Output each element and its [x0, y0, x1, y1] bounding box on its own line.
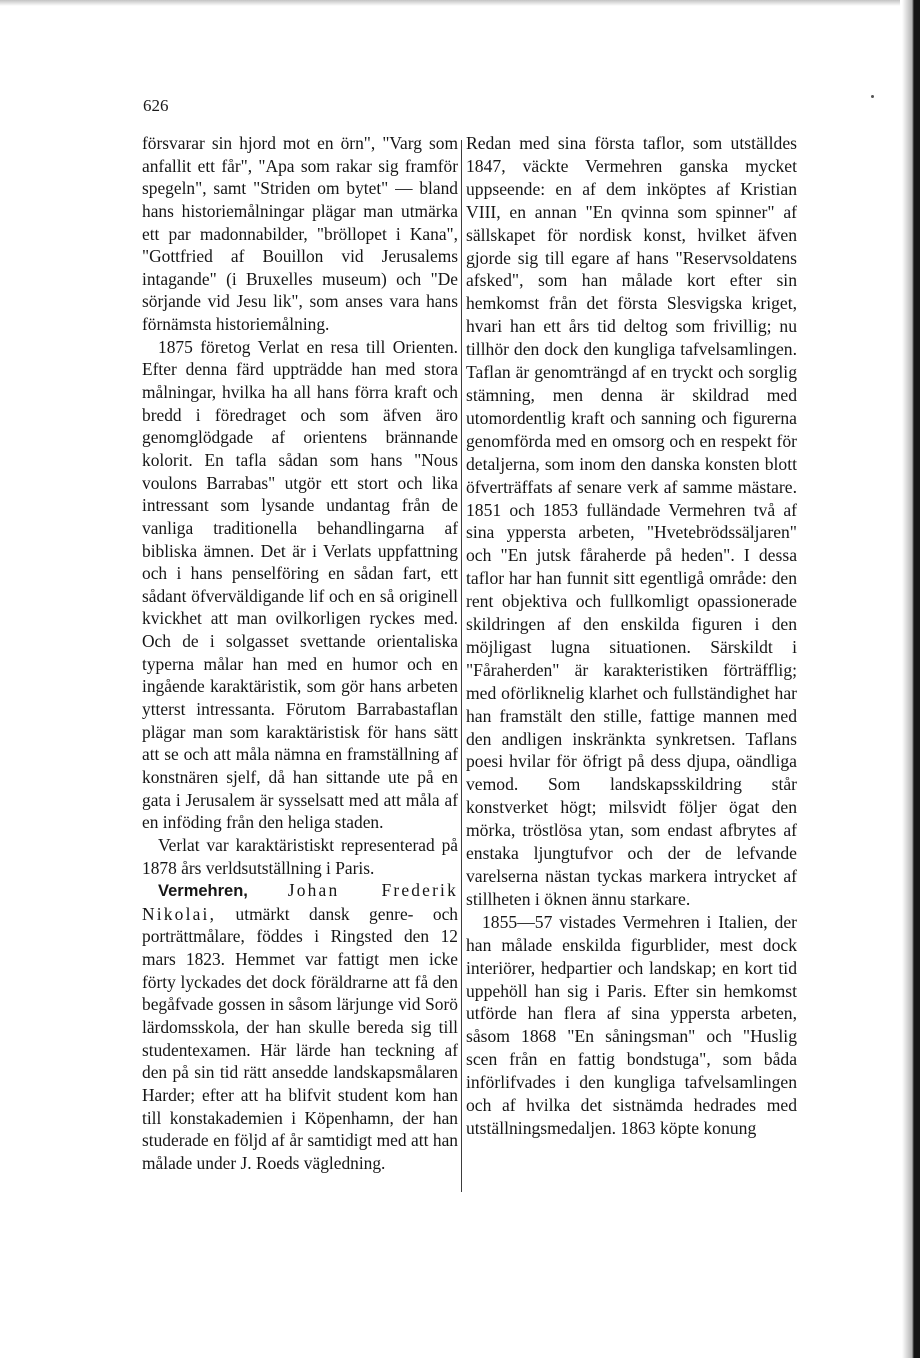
margin-mark: [871, 95, 874, 98]
left-paragraph-1: försvarar sin hjord mot en örn", "Varg som anfallit ett får", "Apa som rakar sig framför spegeln", samt "Striden om bytet" — bland hans historiemålningar plägar man utmärka ett par madonnabilder, "bröllopet i Kana", "Gottfried af Bouillon vid Jerusalems intagande" (i Bruxelles museum) och "De sörjande vid Jesu lik", som anses vara hans förnämsta historiemålning.: [142, 133, 458, 335]
column-divider: [461, 140, 462, 1192]
right-paragraph-1: Redan med sina första taflor, som utställdes 1847, väckte Vermehren ganska mycket uppseende: en af dem inköptes af Kristian VIII, en annan "En qvinna som spinner" af sällskapet för nordisk konst, hvilket äfven gjorde sig till egare af hans "Reservsoldatens afsked", som han målade kort efter sin hemkomst från det första Slesvigska kriget, hvari han ett års tid deltog som frivillig; nu tillhör den dock den kungliga tafvelsamlingen. Taflan är genomträngd af en tryckt och sorglig stämning, men denna är skildrad med utomordentlig kraft och sanning och figurerna genomförda med en omsorg och en respekt för detaljerna, som inom den danska konsten blott öfverträffats af senare verk af samme mästare. 1851 och 1853 fulländade Vermehren två af sina yppersta arbeten, "Hvetebrödssäljaren" och "En jutsk fåraherde på heden". I dessa taflor har han funnit sitt egentligå område: den rent objektiva och fullkomligt opassionerade skildringen af den enskilda figuren i den möjligast lugna situationen. Särskildt i "Fåraherden" är karakteristiken förträfflig; med oförliknelig klarhet och fullständighet har han framstält den stille, fattige mannen med den andligen inskränkta synkretsen. Taflans poesi hvilar för öfrigt på dess djupa, oändliga vemod. Som landskapsskildring står konstverket högt; milsvidt följer ögat den mörka, tröstlösa ytan, som endast afbrytes af enstaka ljungtufvor och der de lefvande varelserna nästan tyckas markera intrycket af stillheten i öknen ännu starkare.: [466, 133, 797, 909]
left-paragraph-4: [142, 879, 458, 1174]
page-number: 626: [143, 96, 169, 115]
entry-name: Johan Frederik Nikolai,: [142, 880, 458, 924]
left-paragraph-2: 1875 företog Verlat en resa till Orienten. Efter denna färd uppträdde han med stora målningar, hvilka ha all hans förra kraft och bredd i föredraget och som äfven äro genomglödgade af orientens brännande kolorit. En tafla sådan som hans "Nous voulons Barrabas" utgör ett stort och lika intressant som lysande undantag från de vanliga traditionella behandlingarna af bibliska ämnen. Det är i Verlats uppfattning och i hans penselföring en sådan fart, ett sådant öfverväldigande lif och en så originell kvickhet att man ovilkorligen ryckes med. Och de i solgasset svettande orientaliska typerna målar han med en humor och en ingående karaktäristik, som gör hans arbeten ytterst intressanta. Förutom Barrabastaflan plägar man som karaktäristisk för hans sätt att se och att måla nämna en framställning af konstnären sjelf, då han sittande ute på en gata i Jerusalem är sysselsatt med att måla af en inföding från den heliga staden.: [142, 336, 458, 833]
left-paragraph-3: Verlat var karaktäristiskt representerad på 1878 års verldsutställning i Paris.: [142, 834, 458, 878]
right-paragraph-2: 1855—57 vistades Vermehren i Italien, der han målade enskilda figurblider, mest dock interiörer, hedpartier och landskap; en kort tid uppehöll han sig i Paris. Efter sin hemkomst utförde han flera af sina yppersta arbeten, såsom 1868 "En såningsman" och "Huslig scen från en fattig bondstuga", som båda införlifvades i den kungliga tafvelsamlingen och af hvilka det sistnämda hedrades med utställningsmedaljen. 1863 köpte konung: [466, 911, 797, 1138]
scan-edge-right: [900, 0, 920, 1358]
left-column: [142, 132, 458, 1174]
entry-headword: Vermehren,: [158, 882, 248, 901]
right-column: [466, 132, 797, 1140]
scan-edge-top: [0, 0, 920, 6]
entry-text: utmärkt dansk genre- och porträttmålare, föddes i Ringsted den 12 mars 1823. Hemmet var fattigt men icke förty lyckades det dock föräldrarne att få den begåfvade gossen in såsom lärjunge vid Sorö lärdomsskola, der han skulle bereda sig till studentexamen. Här lärde han teckning af den på sin tid rätt ansedde landskapsmålaren Harder; efter att ha blifvit student kom han till konstakademien i Köpenhamn, der han studerade en följd af år samtidigt med att han målade under J. Roeds vägledning.: [142, 903, 458, 1173]
